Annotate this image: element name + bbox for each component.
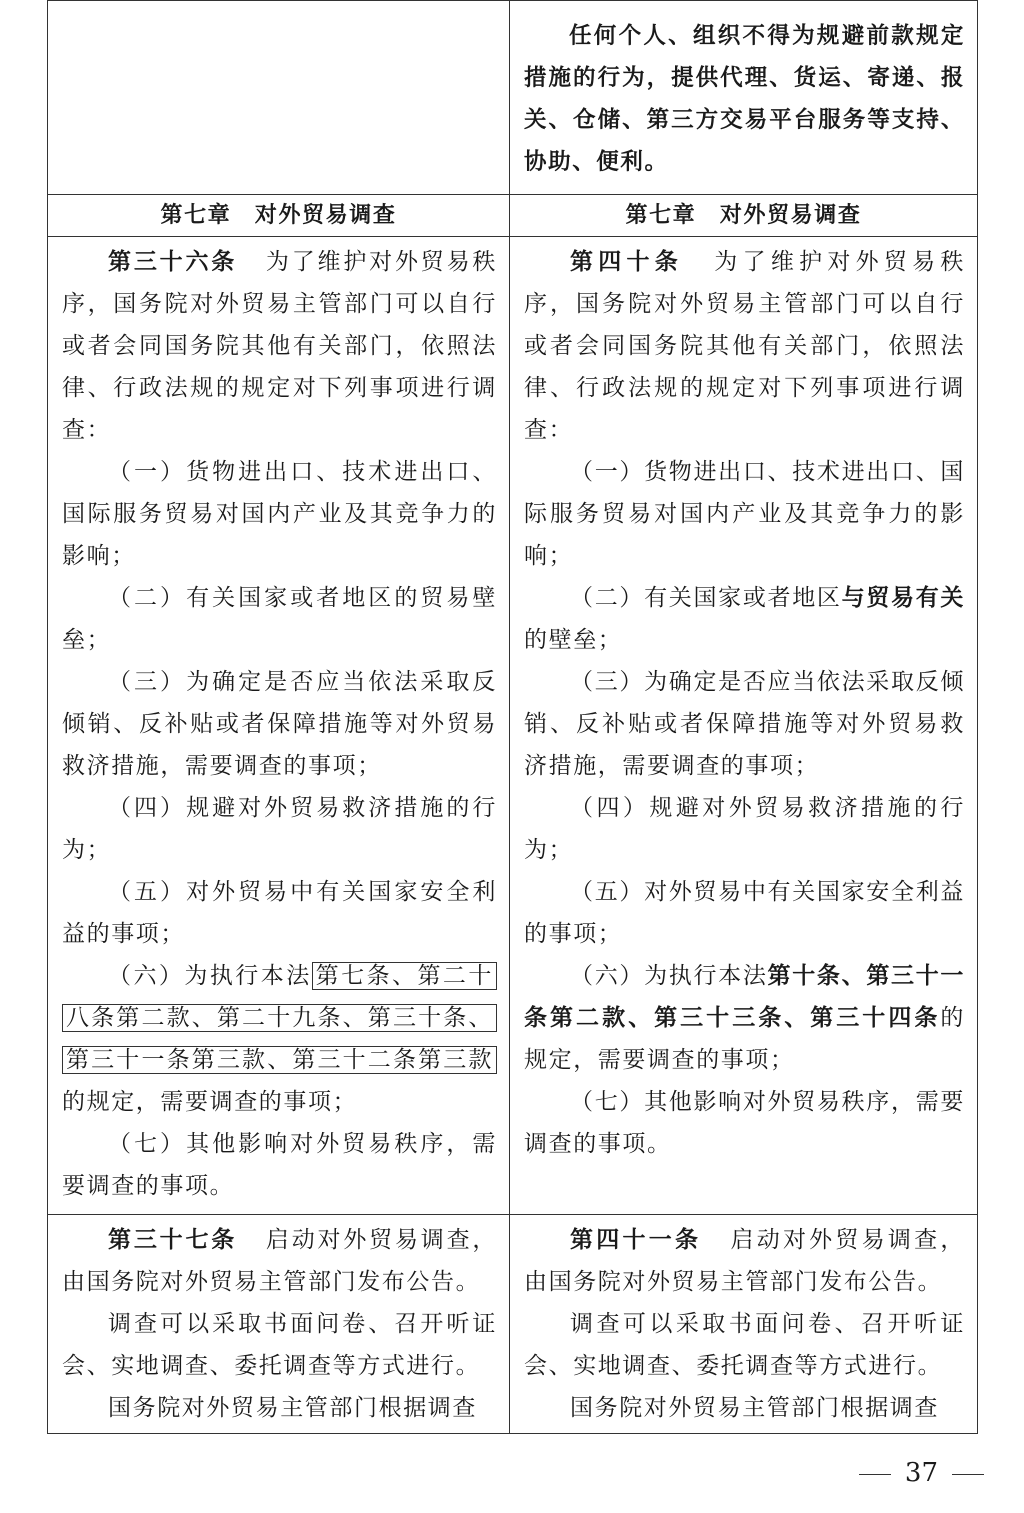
- article-40-cell: [510, 237, 978, 1215]
- comparison-table: [47, 0, 978, 1434]
- article-36-intro: 第三十六条 为了维护对外贸易秩序，国务院对外贸易主管部门可以自行或者会同国务院其他有关部门，依照法律、行政法规的规定对下列事项进行调查：: [62, 248, 498, 443]
- article-row: [48, 237, 978, 1215]
- article-41-para-1: 第四十一条 启动对外贸易调查，由国务院对外贸易主管部门发布公告。: [524, 1226, 965, 1295]
- article-row: [48, 1215, 978, 1434]
- article-37-cell: [48, 1215, 510, 1434]
- deleted-text-box: 八条第二款、第二十九条、第三十条、: [62, 1004, 497, 1032]
- article-37-title: 第三十七条: [108, 1226, 238, 1253]
- article-40-item-7: （七）其他影响对外贸易秩序，需要调查的事项。: [524, 1089, 965, 1157]
- article-36-item-3: （三）为确定是否应当依法采取反倾销、反补贴或者保障措施等对外贸易救济措施，需要调查的事项；: [62, 669, 497, 779]
- article-41-cell: [510, 1215, 978, 1434]
- article-40-intro: 第四十条 为了维护对外贸易秩序，国务院对外贸易主管部门可以自行或者会同国务院其他有关部门，依照法律、行政法规的规定对下列事项进行调查：: [524, 248, 965, 443]
- article-36-title: 第三十六条: [108, 248, 238, 275]
- dash-right: [952, 1474, 984, 1475]
- chapter-heading-new: 第七章 对外贸易调查: [510, 195, 978, 237]
- article-41-para-3: 国务院对外贸易主管部门根据调查: [570, 1395, 939, 1421]
- article-36-cell: [48, 237, 510, 1215]
- amended-text: 第十条、第三十一条第二款、第三十三条、第三十四条: [524, 962, 965, 1031]
- article-40-item-6: （六）为执行本法第十条、第三十一条第二款、第三十三条、第三十四条的规定，需要调查的事项；: [524, 962, 965, 1073]
- article-40-item-4: （四）规避对外贸易救济措施的行为；: [524, 795, 965, 863]
- article-36-item-7: （七）其他影响对外贸易秩序，需要调查的事项。: [62, 1131, 497, 1199]
- chapter-row: [48, 195, 978, 237]
- article-36-item-1: （一）货物进出口、技术进出口、国际服务贸易对国内产业及其竞争力的影响；: [62, 459, 497, 569]
- article-37-para-1: 第三十七条 启动对外贸易调查，由国务院对外贸易主管部门发布公告。: [62, 1226, 498, 1295]
- deleted-text-box: 第七条、第二十: [312, 962, 497, 990]
- table-row: [48, 1, 978, 195]
- right-cell-continuation: [510, 1, 978, 195]
- continuation-paragraph: 任何个人、组织不得为规避前款规定措施的行为，提供代理、货运、寄递、报关、仓储、第三方交易平台服务等支持、协助、便利。: [524, 23, 965, 175]
- article-36-item-5: （五）对外贸易中有关国家安全利益的事项；: [62, 879, 497, 947]
- dash-left: [859, 1474, 891, 1475]
- article-41-title: 第四十一条: [570, 1226, 702, 1253]
- article-40-item-1: （一）货物进出口、技术进出口、国际服务贸易对国内产业及其竞争力的影响；: [524, 459, 965, 569]
- article-36-item-2: （二）有关国家或者地区的贸易壁垒；: [62, 585, 497, 653]
- article-36-item-6: （六）为执行本法 第七条、第二十八条第二款、第二十九条、第三十条、第三十一条第三款、第三十二条第三款的规定，需要调查的事项；: [62, 955, 497, 1123]
- article-41-para-2: 调查可以采取书面问卷、召开听证会、实地调查、委托调查等方式进行。: [524, 1311, 965, 1379]
- article-40-item-2: （二）有关国家或者地区与贸易有关的壁垒；: [524, 584, 965, 653]
- article-40-item-3: （三）为确定是否应当依法采取反倾销、反补贴或者保障措施等对外贸易救济措施，需要调查的事项；: [524, 669, 965, 779]
- left-cell-empty: [48, 1, 510, 195]
- article-36-item-4: （四）规避对外贸易救济措施的行为；: [62, 795, 497, 863]
- deleted-text-box: 第三十一条第三款、第三十二条第三款: [62, 1046, 497, 1074]
- article-40-title: 第四十条: [570, 248, 684, 275]
- article-37-para-2: 调查可以采取书面问卷、召开听证会、实地调查、委托调查等方式进行。: [62, 1311, 497, 1379]
- page-number: 37: [0, 1458, 1024, 1488]
- article-37-para-3: 国务院对外贸易主管部门根据调查: [108, 1395, 477, 1421]
- amended-text: 与贸易有关: [841, 584, 965, 611]
- article-40-item-5: （五）对外贸易中有关国家安全利益的事项；: [524, 879, 965, 947]
- chapter-heading-old: 第七章 对外贸易调查: [48, 195, 510, 237]
